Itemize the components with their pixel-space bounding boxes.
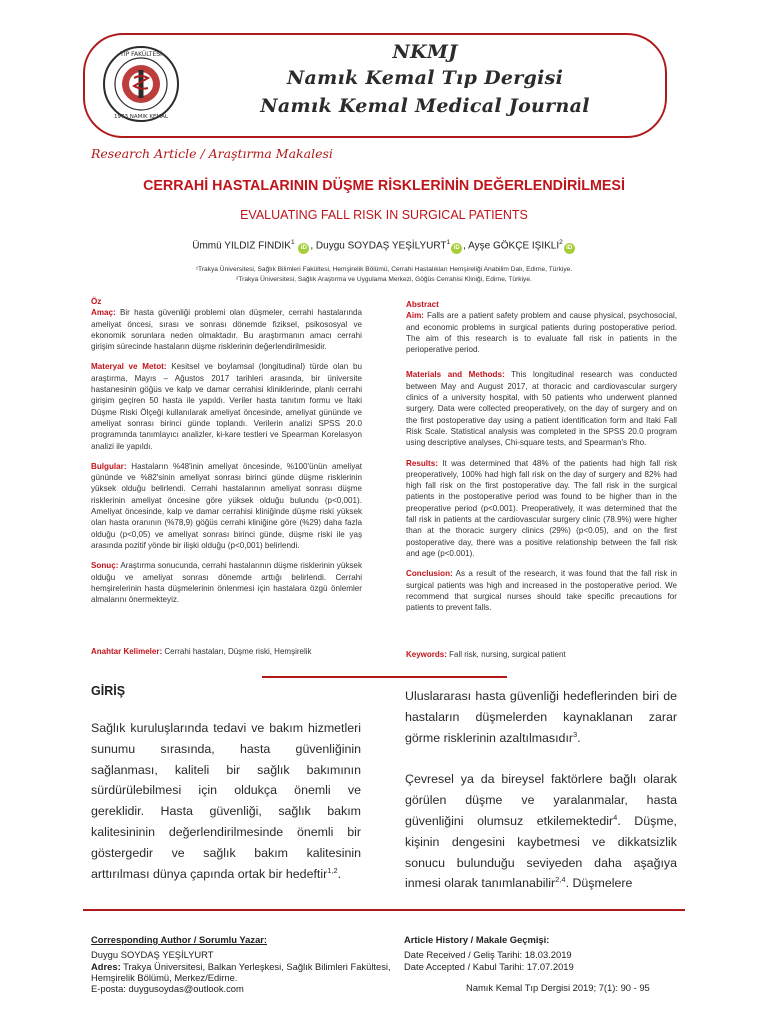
corr-email[interactable]: E-posta: duygusoydas@outlook.com: [91, 983, 244, 995]
oz-bulgular: Bulgular: Hastaların %48'inin ameliyat öncesinde, %100'ünün ameliyat gününde ve %82'sinin ameliyat sonrası birinci günde düşme risklerinin yüksek olduğu belirlendi. Cerrahi hastalarının ameliyat sonrası düşme risklerinin ameliyat öncesine göre yüksek olduğu bulundu (p<0,001). Ameliyat öncesinde, kalp ve damar cerrahisi kliniğinde düşme riski yüksek olan hasta oranının (%78,9) göğüs cerrahi kliniğine göre (%29) daha fazla olduğu (p<0,05) ve ameliyat sonrası birinci günde, düşme riski ile yaş arasında pozitif yönde bir ilişki olduğu (p<0,001) belirlendi.: [91, 461, 362, 550]
journal-title-block: [210, 40, 640, 120]
journal-name-tr: Namık Kemal Tıp Dergisi: [286, 67, 564, 89]
journal-logo: [101, 44, 181, 124]
section-divider: [262, 676, 507, 678]
abstract-results: Results: It was determined that 48% of the patients had high fall risk preoperatively, 100% had high fall risk on the day of surgery and 82% had high fall risk on the first postoperative day. The fall risk in the surgical patients in the postoperative period was found to be higher than in the preoperative period (p<0.001). Preoperatively, it was determined that the fall risk in patients at the cardiovascular surgery clinic (78.9%) were higher than at the thoracic surgery clinics (29%) (p<0.05), and on the first postoperative day, there was a positive relationship between the fall risk and age (p<0.001).: [406, 458, 677, 558]
title-turkish: CERRAHİ HASTALARININ DÜŞME RİSKLERİNİN DEĞERLENDİRİLMESİ: [143, 178, 625, 194]
corr-label: Corresponding Author / Sorumlu Yazar:: [91, 934, 268, 945]
author-1-sup: 1: [290, 239, 295, 246]
corr-name: Duygu SOYDAŞ YEŞİLYURT: [91, 949, 214, 961]
oz-amac: Amaç: Bir hasta güvenliği problemi olan düşmeler, cerrahi hastalarında ameliyat öncesi, sırası ve sonrası dönemde fiziksel, psikososyal ve ekonomik sorunlara neden olmaktadır. Bu araştırmanın amacı cerrahi girişim sürecinde hastaların düşme risklerinin değerlendirilmesidir.: [91, 308, 362, 352]
body-right-column: [405, 686, 677, 894]
title-english: EVALUATING FALL RISK IN SURGICAL PATIENTS: [240, 208, 528, 222]
orcid-icon[interactable]: iD: [564, 243, 575, 254]
abstract-conclusion: Conclusion: As a result of the research, it was found that the fall risk in surgical patients was high and increased in the postoperative period. We recommend that surgical nurses should take specific precautions for patients to prevent falls.: [406, 569, 677, 613]
date-accepted: Date Accepted / Kabul Tarihi: 17.07.2019: [404, 960, 574, 972]
history-label: Article History / Makale Geçmişi:: [404, 934, 550, 945]
author-2: , Duygu SOYDAŞ YEŞİLYURT: [310, 240, 447, 252]
journal-abbrev: NKMJ: [392, 41, 458, 63]
anahtar-kelimeler: Anahtar Kelimeler: Cerrahi hastaları, Düşme riski, Hemşirelik: [91, 647, 312, 656]
oz-heading: Öz: [91, 297, 102, 306]
journal-citation: Namık Kemal Tıp Dergisi 2019; 7(1): 90 - 95: [466, 982, 650, 993]
abstract-heading: Abstract: [406, 300, 439, 309]
article-history-block: [404, 934, 694, 972]
section-heading-giris: GİRİŞ: [91, 684, 126, 698]
author-3: , Ayşe GÖKÇE IŞIKLI: [463, 240, 560, 252]
body-right-paragraph-1: Uluslararası hasta güvenliği hedeflerinden biri de hastaların düşmelerden kaynaklanan zarar görme risklerinin azaltılmasıdır$^3$.: [405, 689, 677, 745]
keywords: Keywords: Fall risk, nursing, surgical patient: [406, 650, 566, 659]
orcid-icon[interactable]: iD: [298, 243, 309, 254]
footer-divider: [83, 909, 685, 911]
oz-column: [91, 296, 362, 614]
body-left-column: Sağlık kuruluşlarında tedavi ve bakım hizmetleri sunumu sırasında, hasta güvenliğinin sağlanması, kaliteli bir sağlık bakımının sürdürülebilmesi için oldukça önemli ve gereklidir. Hasta güvenliği, sağlık bakım kalitesininin değerlendirilmesinde önemli bir göstergedir ve sağlık bakım kalitesinin arttırılması dünya çapında ortak bir hedeftir$^{1,2}$.: [91, 721, 361, 881]
affiliation-1: ¹Trakya Üniversitesi, Sağlık Bilimleri Fakültesi, Hemşirelik Bölümü, Cerrahi Hastalıkları Hemşireliği Anabilim Dalı, Edirne, Türkiye.: [195, 266, 573, 273]
journal-name-en: Namık Kemal Medical Journal: [260, 95, 590, 117]
oz-sonuc: Sonuç: Araştırma sonucunda, cerrahi hastalarının düşme risklerinin yüksek olduğu ve ameliyat sonrası dönemde arttığı belirlendi. Cerrahi hemşirelerinin hasta düşmelerinin önlenmesi için hastalara özgü önlemler almalarını önermekteyiz.: [91, 561, 362, 605]
corresponding-author-block: [91, 934, 391, 994]
affiliations: [0, 265, 768, 284]
body-right-paragraph-2: Çevresel ya da bireysel faktörlere bağlı olarak görülen düşme ve yaralanmalar, hasta güvenliğini olumsuz etkilemektedir$^4$. Düşme, kişinin dengesini kaybetmesi ve dikkatsizlik sonucu bulunduğu seviyeden daha aşağıya inmesi olarak tanımlanabilir$^{2,4}$. Düşmelere: [405, 772, 677, 891]
author-1: Ümmü YILDIZ FINDIK: [192, 240, 291, 252]
logo-text-top: TIP FAKÜLTESİ: [120, 51, 162, 58]
abstract-column: [406, 299, 677, 622]
abstract-aim: Aim: Falls are a patient safety problem and cause physical, psychosocial, and economic problems in surgical patients during postoperative period. The aim of this research is to evaluate fall risk in patients in the perioperative period.: [406, 311, 677, 355]
orcid-icon[interactable]: iD: [451, 243, 462, 254]
corr-address: Adres: Trakya Üniversitesi, Balkan Yerleşkesi, Sağlık Bilimleri Fakültesi, Hemşirelik Bölümü, Merkez/Edirne.: [91, 960, 391, 983]
logo-text-bottom: 1973 NAMIK KEMAL: [114, 114, 168, 120]
affiliation-2: ²Trakya Üniversitesi, Sağlık Araştırma ve Uygulama Merkezi, Göğüs Cerrahisi Kliniği, Edirne, Türkiye.: [236, 275, 532, 283]
oz-metot: Materyal ve Metot: Kesitsel ve boylamsal (longitudinal) türde olan bu araştırma, Mayıs – Ağustos 2017 tarihleri arasında, bir üniversite hastanesinin göğüs ve kalp ve damar cerrahisi kliniklerinde, planlı cerrahi girişim geçiren 50 hasta ile yapıldı. Veriler hasta tanıtım formu ve İtaki Düşme Riski Ölçeği kullanılarak ameliyat öncesinde, ameliyat gününde ve ameliyat sonrası birinci günde toplandı. Verilerin analizi SPSS 20.0 programında tanımlayıcı analizler, ki-kare testleri ve Spearman Korelasyon analizi ile yapıldı.: [91, 362, 362, 451]
article-type: Research Article / Araştırma Makalesi: [91, 146, 333, 161]
date-received: Date Received / Geliş Tarihi: 18.03.2019: [404, 949, 572, 961]
abstract-methods: Materials and Methods: This longitudinal research was conducted between May and August 2017, at thoracic and cardiovascular surgery clinics of a university hospital, with 50 patients who underwent planned surgery. Data were collected preoperatively, on the day of surgery and on the first postoperative day using a patient identification form and Itaki Fall Risk Scale. Statistical analysis was completed in the SPSS 20.0 program using descriptive analyses, Chi-square tests, and Spearman's Rho.: [406, 370, 677, 448]
author-3-sup: 2: [559, 239, 563, 246]
author-2-sup: 1: [446, 239, 451, 246]
author-list: [0, 239, 768, 254]
